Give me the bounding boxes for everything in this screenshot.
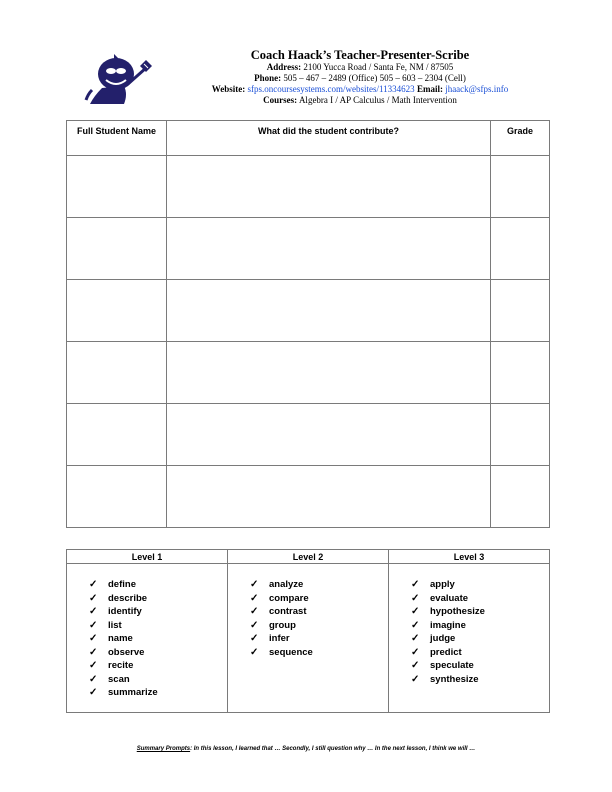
check-icon: ✓ xyxy=(411,673,420,685)
contribution-cell[interactable] xyxy=(167,404,491,466)
check-icon: ✓ xyxy=(411,660,420,671)
list-item xyxy=(89,686,227,700)
header-student-name: Full Student Name xyxy=(67,121,167,156)
phone-label: Phone: xyxy=(254,73,282,83)
check-icon: ✓ xyxy=(89,606,98,617)
list-item xyxy=(411,646,549,660)
list-item-label: observe xyxy=(108,646,145,658)
contribution-cell[interactable] xyxy=(167,280,491,342)
table-row xyxy=(67,218,550,280)
list-item-label: apply xyxy=(430,579,455,590)
header-level-3: Level 3 xyxy=(389,550,550,564)
check-icon: ✓ xyxy=(89,687,98,698)
level-2-list xyxy=(228,564,388,659)
contribution-cell[interactable] xyxy=(167,466,491,528)
list-item-label: contrast xyxy=(269,606,307,617)
list-item xyxy=(89,659,227,673)
check-icon: ✓ xyxy=(411,646,420,658)
phone-value: 505 – 467 – 2489 (Office) 505 – 603 – 2304 (Cell) xyxy=(283,73,466,83)
list-item-label: sequence xyxy=(269,646,313,658)
courses-label: Courses: xyxy=(263,95,298,105)
student-name-cell[interactable] xyxy=(67,280,167,342)
list-item-label: speculate xyxy=(430,660,474,671)
list-item xyxy=(89,646,227,660)
list-item-label: predict xyxy=(430,646,462,658)
email-link[interactable]: jhaack@sfps.info xyxy=(445,84,509,94)
list-item-label: name xyxy=(108,633,133,644)
list-item-label: compare xyxy=(269,592,309,604)
level-3-list xyxy=(389,564,549,686)
grade-cell[interactable] xyxy=(491,342,550,404)
level-2-cell xyxy=(228,564,389,713)
address-label: Address: xyxy=(266,62,302,72)
list-item xyxy=(411,632,549,646)
list-item xyxy=(89,578,227,592)
address-line xyxy=(160,62,560,73)
check-icon: ✓ xyxy=(250,646,259,658)
summary-prompts-text: : In this lesson, I learned that … Secondly, I still question why … In the next lesson, I think we will … xyxy=(190,746,476,752)
level-1-cell xyxy=(67,564,228,713)
check-icon: ✓ xyxy=(411,592,420,604)
list-item xyxy=(411,659,549,673)
list-item-label: describe xyxy=(108,592,148,604)
student-name-cell[interactable] xyxy=(67,342,167,404)
check-icon: ✓ xyxy=(89,633,98,644)
courses-value: Algebra I / AP Calculus / Math Intervention xyxy=(298,95,457,105)
list-item-label: define xyxy=(108,579,136,590)
letterhead xyxy=(160,49,560,106)
check-icon: ✓ xyxy=(89,619,98,631)
list-item-label: synthesize xyxy=(430,673,479,685)
address-value: 2100 Yucca Road / Santa Fe, NM / 87505 xyxy=(303,62,454,72)
student-name-cell[interactable] xyxy=(67,404,167,466)
list-item xyxy=(89,592,227,606)
list-item-label: imagine xyxy=(430,619,466,631)
levels-table xyxy=(66,549,550,713)
list-item xyxy=(250,578,388,592)
list-item-label: group xyxy=(269,619,296,631)
list-item xyxy=(411,605,549,619)
check-icon: ✓ xyxy=(250,592,259,604)
website-label: Website: xyxy=(211,84,246,94)
list-item-label: recite xyxy=(108,660,134,671)
list-item-label: identify xyxy=(108,606,142,617)
mascot-logo-icon xyxy=(84,50,160,106)
phone-line xyxy=(160,73,560,84)
email-label: Email: xyxy=(416,84,443,94)
levels-row xyxy=(67,564,550,713)
list-item xyxy=(250,592,388,606)
contribution-cell[interactable] xyxy=(167,218,491,280)
level-3-cell xyxy=(389,564,550,713)
grade-cell[interactable] xyxy=(491,466,550,528)
list-item xyxy=(89,632,227,646)
table-row xyxy=(67,404,550,466)
contact-line xyxy=(160,84,560,95)
header-level-1: Level 1 xyxy=(67,550,228,564)
list-item-label: hypothesize xyxy=(430,606,485,617)
check-icon: ✓ xyxy=(411,633,420,644)
list-item xyxy=(250,632,388,646)
website-link[interactable]: sfps.oncoursesystems.com/websites/11334623 xyxy=(247,84,415,94)
table-header-row xyxy=(67,121,550,156)
header-grade: Grade xyxy=(491,121,550,156)
table-row xyxy=(67,280,550,342)
check-icon: ✓ xyxy=(89,660,98,671)
grade-cell[interactable] xyxy=(491,156,550,218)
summary-prompts xyxy=(0,746,612,752)
contribution-table xyxy=(66,120,550,528)
table-row xyxy=(67,342,550,404)
header-contribution: What did the student contribute? xyxy=(167,121,491,156)
list-item xyxy=(250,646,388,660)
list-item-label: judge xyxy=(430,633,456,644)
check-icon: ✓ xyxy=(250,606,259,617)
check-icon: ✓ xyxy=(250,633,259,644)
list-item xyxy=(250,619,388,633)
check-icon: ✓ xyxy=(89,646,98,658)
list-item xyxy=(250,605,388,619)
list-item-label: list xyxy=(108,619,122,631)
list-item-label: scan xyxy=(108,673,130,685)
header-level-2: Level 2 xyxy=(228,550,389,564)
list-item-label: evaluate xyxy=(430,592,469,604)
check-icon: ✓ xyxy=(89,592,98,604)
list-item xyxy=(89,619,227,633)
list-item-label: infer xyxy=(269,633,290,644)
student-name-cell[interactable] xyxy=(67,218,167,280)
grade-cell[interactable] xyxy=(491,218,550,280)
student-name-cell[interactable] xyxy=(67,156,167,218)
list-item-label: analyze xyxy=(269,579,304,590)
table-row xyxy=(67,156,550,218)
check-icon: ✓ xyxy=(89,579,98,590)
check-icon: ✓ xyxy=(411,606,420,617)
courses-line xyxy=(160,95,560,106)
check-icon: ✓ xyxy=(250,579,259,590)
list-item xyxy=(89,673,227,687)
grade-cell[interactable] xyxy=(491,404,550,466)
list-item xyxy=(411,578,549,592)
contribution-cell[interactable] xyxy=(167,156,491,218)
list-item xyxy=(411,619,549,633)
summary-prompts-label: Summary Prompts xyxy=(136,746,191,752)
check-icon: ✓ xyxy=(89,673,98,685)
list-item xyxy=(89,605,227,619)
level-1-list xyxy=(67,564,227,700)
check-icon: ✓ xyxy=(411,619,420,631)
page-title: Coach Haack’s Teacher-Presenter-Scribe xyxy=(250,48,470,62)
student-name-cell[interactable] xyxy=(67,466,167,528)
contribution-cell[interactable] xyxy=(167,342,491,404)
grade-cell[interactable] xyxy=(491,280,550,342)
table-row xyxy=(67,466,550,528)
levels-header-row xyxy=(67,550,550,564)
list-item-label: summarize xyxy=(108,687,158,698)
list-item xyxy=(411,592,549,606)
list-item xyxy=(411,673,549,687)
check-icon: ✓ xyxy=(411,579,420,590)
check-icon: ✓ xyxy=(250,619,259,631)
